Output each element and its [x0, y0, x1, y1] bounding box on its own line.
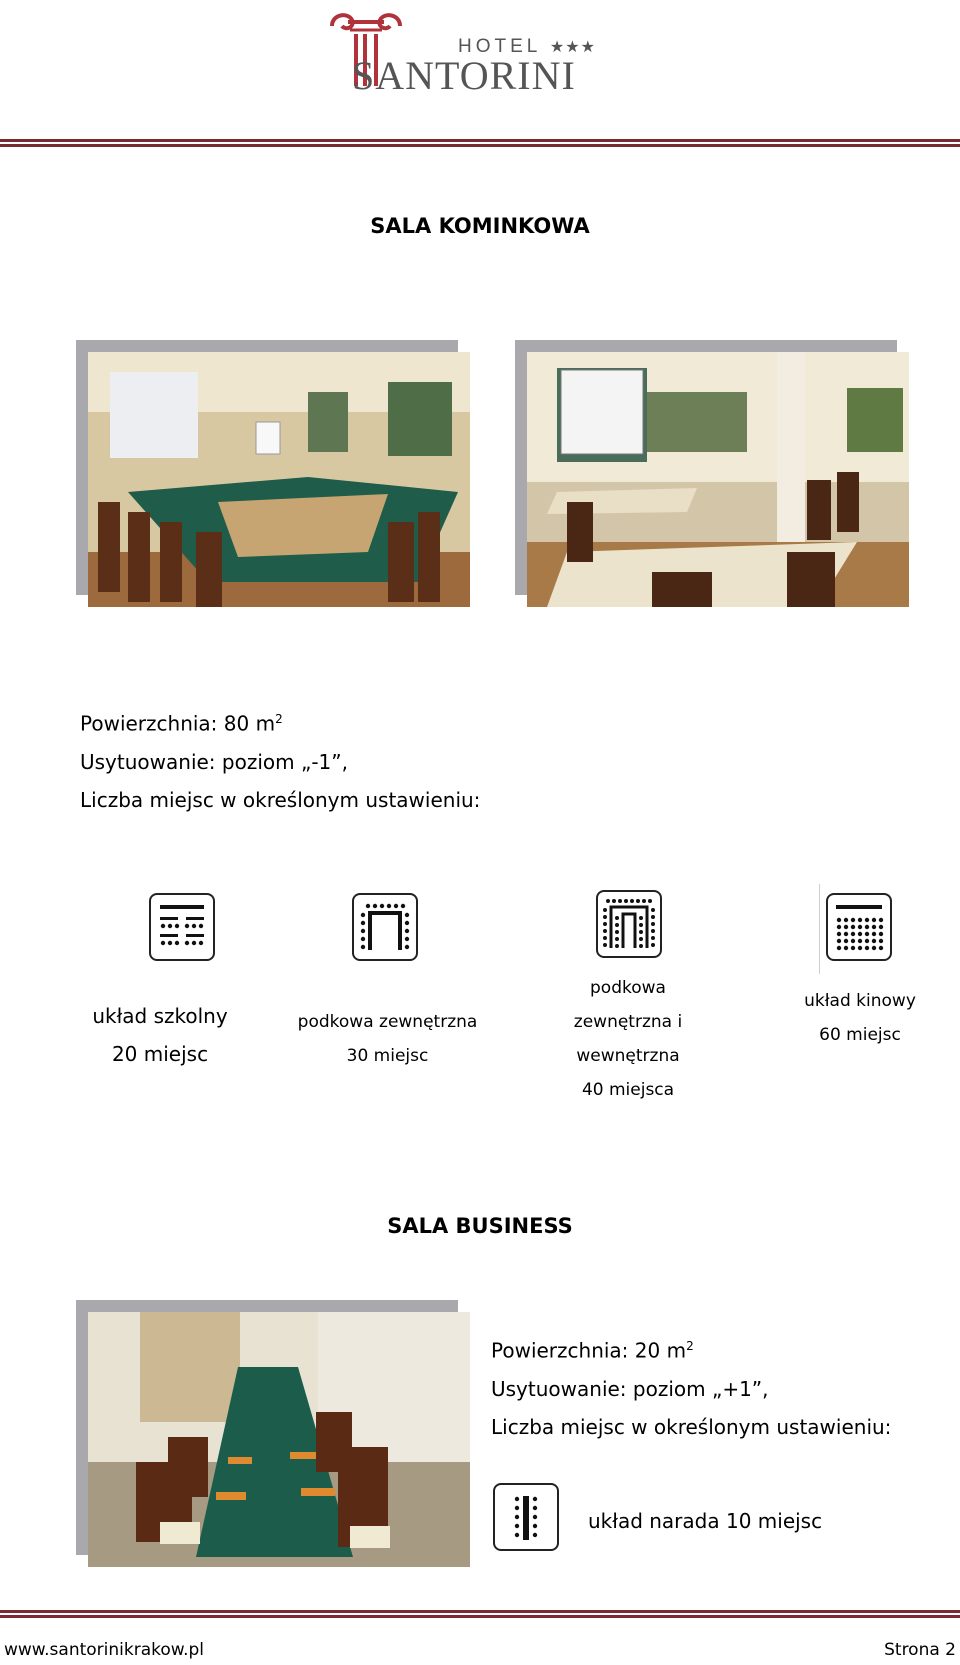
classroom-layout-icon: [149, 893, 215, 961]
layout-caption-horseshoe-double: podkowa zewnętrzna i wewnętrzna 40 miejsca: [573, 978, 683, 1100]
theater-layout-icon: [826, 893, 892, 961]
business-location: Usytuowanie: poziom „+1”,: [491, 1376, 769, 1401]
horseshoe-outer-layout-icon: [352, 893, 418, 961]
logo-stars: ★★★: [549, 39, 596, 56]
business-info: [491, 1327, 951, 1446]
header-divider: [0, 139, 960, 147]
logo-hotel-text: HOTEL: [458, 36, 541, 57]
business-layout-label: układ narada 10 miejsc: [588, 1509, 823, 1533]
layout-caption-theater: układ kinowy 60 miejsc: [804, 991, 916, 1045]
section-title-business: SALA BUSINESS: [387, 1214, 573, 1238]
kominkowa-location: Usytuowanie: poziom „-1”,: [80, 749, 348, 774]
logo-name-text: SANTORINI: [352, 53, 576, 98]
layout-caption-horseshoe-outer: podkowa zewnętrzna 30 miejsc: [297, 1012, 478, 1066]
hotel-logo: [330, 8, 630, 98]
photo-kominkowa-tables: [515, 340, 897, 595]
business-seats-intro: Liczba miejsc w określonym ustawieniu:: [491, 1414, 892, 1439]
footer-divider: [0, 1610, 960, 1618]
section-title-kominkowa: SALA KOMINKOWA: [370, 214, 590, 238]
footer-page-number: Strona 2: [884, 1640, 956, 1660]
kominkowa-seats-intro: Liczba miejsc w określonym ustawieniu:: [80, 787, 481, 812]
photo-kominkowa-u-shape: [76, 340, 458, 595]
boardroom-layout-icon: [493, 1483, 559, 1551]
business-area: Powierzchnia: 20 $m^2$: [491, 1338, 694, 1363]
kominkowa-area: Powierzchnia: 80 $m^2$: [80, 711, 283, 736]
footer-website-link[interactable]: www.santorinikrakow.pl: [4, 1640, 205, 1660]
kominkowa-info: [80, 700, 680, 819]
photo-business-boardroom: [76, 1300, 458, 1555]
divider-line: [819, 884, 820, 974]
layout-caption-classroom: układ szkolny 20 miejsc: [92, 1004, 228, 1066]
horseshoe-double-layout-icon: [596, 890, 662, 958]
